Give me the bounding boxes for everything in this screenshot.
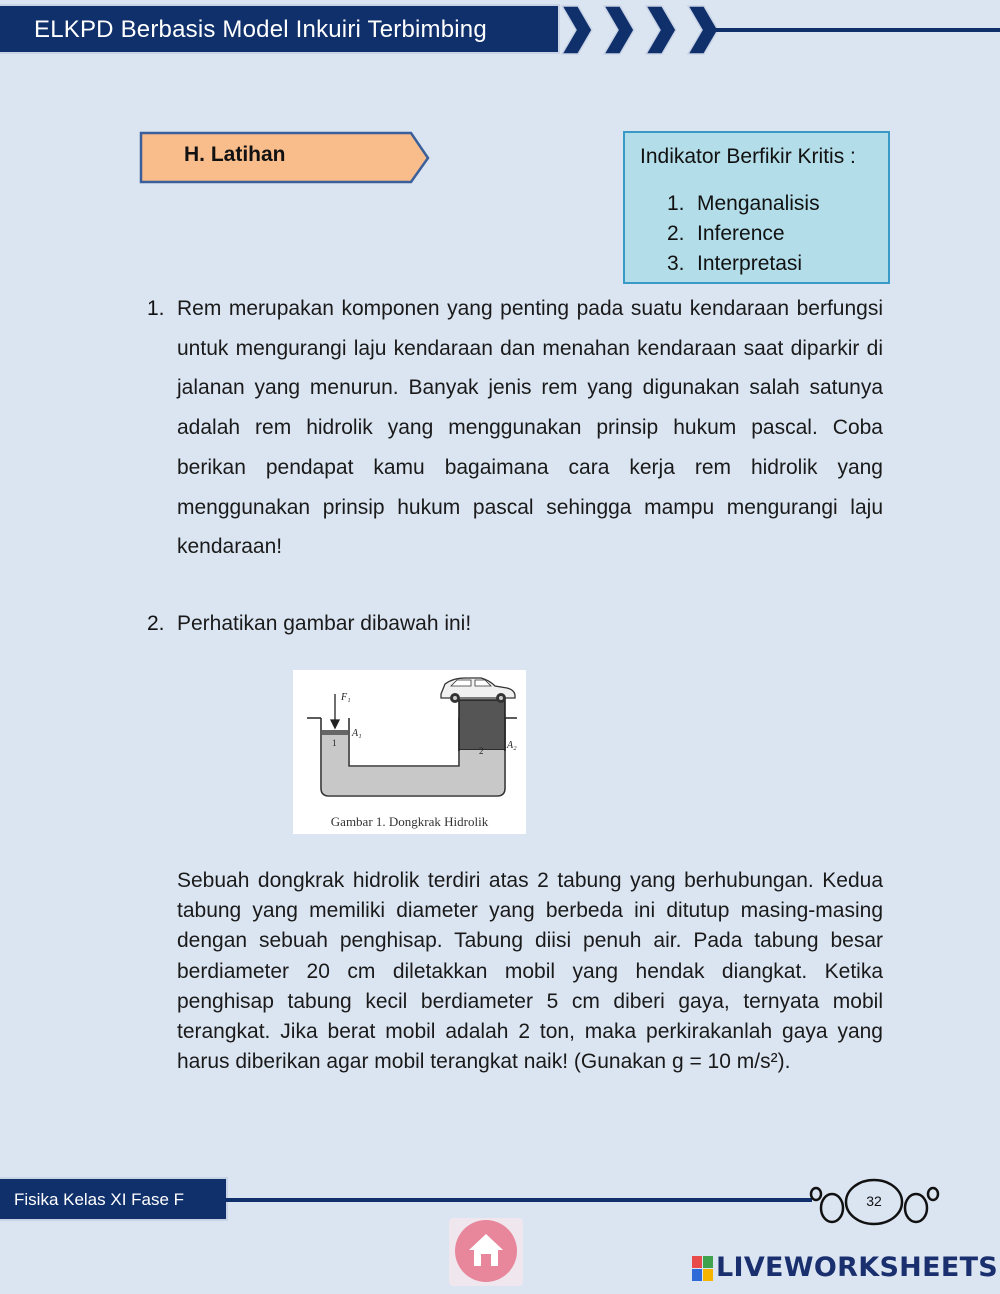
indicator-title: Indikator Berfikir Kritis : [640, 145, 856, 168]
question-1-number: 1. [147, 297, 165, 320]
footer-divider-line [226, 1198, 812, 1202]
question-1-text: Rem merupakan komponen yang penting pada suatu kendaraan berfungsi untuk mengurangi laju kendaraan dan menahan kendaraan saat diparkir di jalanan yang menurun. Banyak jenis rem yang digunakan salah satunya adalah rem hidrolik yang menggunakan prinsip hukum pascal. Coba berikan pendapat kamu bagaimana cara kerja rem hidrolik yang menggunakan prinsip hukum pascal sehingga mampu mengurangi laju kendaraan! [177, 297, 883, 559]
question-2-paragraph: Sebuah dongkrak hidrolik terdiri atas 2 tabung yang berhubungan. Kedua tabung yang memiliki diameter yang berbeda ini ditutup masing-masing dengan sebuah penghisap. Tabung diisi penuh air. Pada tabung besar berdiameter 20 cm diletakkan mobil yang hendak diangkat. Ketika penghisap tabung kecil berdiameter 5 cm diberi gaya, ternyata mobil terangkat. Jika berat mobil adalah 2 ton, maka perkirakanlah gaya yang harus diberikan agar mobil terangkat naik! (Gunakan g = 10 m/s²). [177, 869, 883, 1074]
indicator-box [623, 131, 890, 284]
liveworksheets-brand: LIVEWORKSHEETS [716, 1252, 999, 1283]
liveworksheets-logo-icon [692, 1254, 714, 1288]
home-button-circle [455, 1220, 517, 1282]
indicator-label: Menganalisis [697, 192, 820, 215]
indicator-number: 1. [667, 192, 685, 215]
indicator-label: Interpretasi [697, 252, 803, 275]
section-title: H. Latihan [184, 143, 286, 166]
home-button[interactable] [449, 1218, 523, 1286]
header-banner [0, 4, 560, 54]
hydraulic-jack-figure [293, 670, 526, 834]
header-title: ELKPD Berbasis Model Inkuiri Terbimbing [34, 16, 487, 43]
chevron-right-icon [556, 0, 720, 60]
footer-subject: Fisika Kelas XI Fase F [14, 1190, 185, 1209]
indicator-number: 3. [667, 252, 685, 275]
hydraulic-jack-diagram [293, 670, 526, 810]
tube-1-label: 1 [332, 738, 337, 748]
page-number: 32 [866, 1193, 882, 1209]
header-divider-line [716, 28, 1000, 32]
tube-2-label: 2 [479, 746, 484, 756]
indicator-number: 2. [667, 222, 685, 245]
question-2-prompt: Perhatikan gambar dibawah ini! [177, 612, 472, 635]
figure-caption: Gambar 1. Dongkrak Hidrolik [330, 814, 489, 829]
indicator-label: Inference [697, 222, 785, 245]
footer-subject-box [0, 1177, 228, 1221]
indicator-item [667, 249, 820, 279]
indicator-item [667, 189, 820, 219]
force-label: F₁ [341, 692, 351, 703]
indicator-list [667, 189, 820, 279]
home-icon [455, 1220, 517, 1282]
question-2-number: 2. [147, 612, 165, 635]
indicator-item [667, 219, 820, 249]
area-1-label: A₁ [352, 728, 362, 739]
area-2-label: A₂ [507, 740, 517, 751]
